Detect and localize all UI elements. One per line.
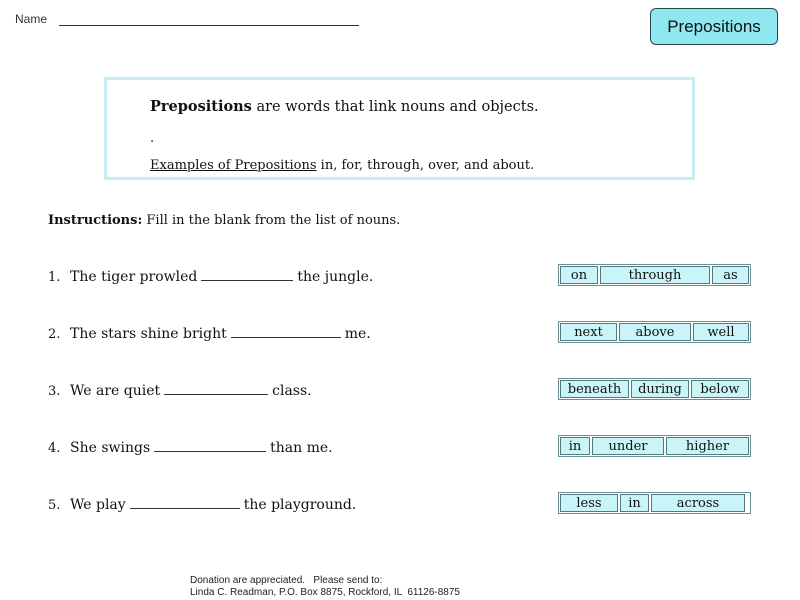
choice-option[interactable]: as (712, 266, 749, 284)
footer-address: Linda C. Readman, P.O. Box 8875, Rockford, IL 61126-8875 (190, 587, 460, 598)
question-number: 4. (48, 441, 61, 456)
choice-option[interactable]: higher (666, 437, 749, 455)
choice-option[interactable]: above (619, 323, 691, 341)
definition-text: are words that link nouns and objects. (251, 99, 539, 115)
answer-blank[interactable] (164, 383, 268, 395)
examples-line (150, 158, 534, 173)
choice-option[interactable]: next (560, 323, 617, 341)
answer-blank[interactable] (130, 497, 240, 509)
choice-option[interactable]: below (691, 380, 749, 398)
question-text-before: The tiger prowled (70, 269, 198, 285)
instructions-text: Fill in the blank from the list of nouns. (142, 213, 401, 228)
instructions (48, 213, 400, 228)
question-1 (48, 269, 373, 285)
question-2 (48, 326, 371, 342)
question-text-after: the playground. (243, 497, 357, 513)
choice-option[interactable]: in (620, 494, 649, 512)
answer-blank[interactable] (231, 326, 341, 338)
question-number: 1. (48, 270, 61, 285)
footer-donation-note (190, 575, 460, 599)
choices-question-5 (558, 492, 751, 514)
question-number: 3. (48, 384, 61, 399)
question-text-after: the jungle. (297, 269, 374, 285)
title-badge: Prepositions (650, 8, 778, 45)
question-number: 5. (48, 498, 61, 513)
choices-question-2 (558, 321, 751, 343)
question-text-after: than me. (270, 440, 333, 456)
choice-option[interactable]: less (560, 494, 618, 512)
question-text-after: class. (272, 383, 312, 399)
choice-option[interactable]: well (693, 323, 749, 341)
choices-question-4 (558, 435, 751, 457)
question-text-before: We are quiet (70, 383, 161, 399)
name-label: Name (15, 12, 48, 26)
definition-dot: . (150, 131, 155, 146)
choice-option[interactable]: under (592, 437, 664, 455)
choice-option[interactable]: through (600, 266, 710, 284)
question-text-before: She swings (70, 440, 151, 456)
examples-label: Examples of Prepositions (150, 158, 317, 173)
choice-option[interactable]: across (651, 494, 745, 512)
question-number: 2. (48, 327, 61, 342)
footer-line: Donation are appreciated. Please send to: (190, 575, 383, 586)
choice-option[interactable]: beneath (560, 380, 629, 398)
definition-box (104, 77, 695, 180)
question-text-before: We play (70, 497, 126, 513)
choice-option[interactable]: in (560, 437, 590, 455)
choices-question-3 (558, 378, 751, 400)
instructions-label: Instructions: (48, 213, 143, 228)
question-text-before: The stars shine bright (70, 326, 227, 342)
definition-term: Prepositions (150, 98, 252, 115)
name-field-row (15, 12, 359, 26)
choice-option[interactable]: during (631, 380, 689, 398)
choices-question-1 (558, 264, 751, 286)
answer-blank[interactable] (201, 269, 293, 281)
definition-line (150, 98, 539, 115)
question-text-after: me. (344, 326, 371, 342)
examples-text: in, for, through, over, and about. (316, 158, 535, 173)
name-blank-line (59, 13, 359, 26)
question-5 (48, 497, 356, 513)
question-3 (48, 383, 312, 399)
answer-blank[interactable] (154, 440, 266, 452)
question-4 (48, 440, 333, 456)
choice-option[interactable]: on (560, 266, 598, 284)
